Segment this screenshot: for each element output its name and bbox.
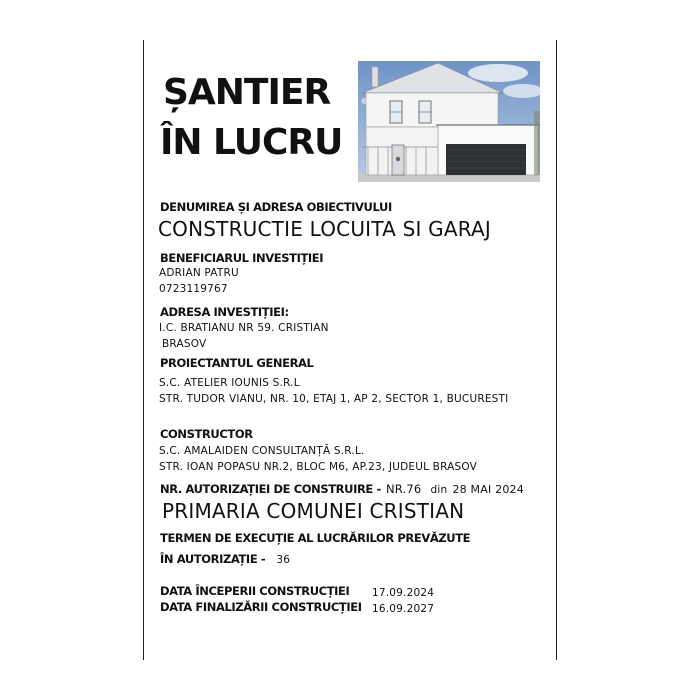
- start-date-label: DATA ÎNCEPERII CONSTRUCȚIEI: [160, 584, 350, 598]
- term-label-line-2: ÎN AUTORIZAȚIE -: [160, 552, 266, 566]
- objective-value: CONSTRUCTIE LOCUITA SI GARAJ: [158, 217, 491, 241]
- beneficiary-label: BENEFICIARUL INVESTIȚIEI: [160, 251, 324, 265]
- beneficiary-name: ADRIAN PATRU: [159, 267, 239, 279]
- objective-label: DENUMIREA ȘI ADRESA OBIECTIVULUI: [160, 200, 392, 214]
- constructor-name: S.C. AMALAIDEN CONSULTANȚĂ S.R.L.: [159, 445, 365, 457]
- designer-label: PROIECTANTUL GENERAL: [160, 356, 314, 370]
- left-border-line: [143, 40, 144, 660]
- beneficiary-phone: 0723119767: [159, 283, 228, 295]
- cloud: [468, 64, 528, 82]
- permit-date: 28 MAI 2024: [452, 483, 524, 496]
- address-line-1: I.C. BRATIANU NR 59. CRISTIAN: [159, 322, 329, 334]
- title-line-2: ÎN LUCRU: [160, 122, 343, 163]
- chimney: [372, 67, 378, 87]
- designer-address: STR. TUDOR VIANU, NR. 10, ETAJ 1, AP 2, SECTOR 1, BUCURESTI: [159, 393, 509, 405]
- constructor-address: STR. IOAN POPASU NR.2, BLOC M6, AP.23, JUDEUL BRASOV: [159, 461, 478, 473]
- right-border-line: [556, 40, 557, 660]
- garage-door: [446, 144, 526, 175]
- start-date-value: 17.09.2024: [372, 587, 435, 599]
- title-line-1: ȘANTIER: [163, 72, 331, 113]
- permit-line: [160, 478, 524, 497]
- house-illustration: [358, 61, 540, 182]
- upper-wall: [366, 93, 498, 127]
- term-line-2: [160, 548, 290, 567]
- permit-date-prefix: din: [430, 484, 448, 496]
- designer-name: S.C. ATELIER IOUNIS S.R.L: [159, 377, 300, 389]
- term-label-line-1: TERMEN DE EXECUȚIE AL LUCRĂRILOR PREVĂZUTE: [160, 531, 471, 545]
- tree: [534, 111, 540, 175]
- address-line-2: BRASOV: [162, 338, 207, 350]
- address-label: ADRESA INVESTIȚIEI:: [160, 305, 289, 319]
- permit-number: NR.76: [385, 482, 422, 496]
- end-date-label: DATA FINALIZĂRII CONSTRUCȚIEI: [160, 600, 362, 614]
- end-date-value: 16.09.2027: [372, 603, 435, 615]
- permit-label: NR. AUTORIZAȚIEI DE CONSTRUIRE -: [160, 482, 381, 496]
- term-value: 36: [276, 554, 291, 566]
- issuer-name: PRIMARIA COMUNEI CRISTIAN: [162, 499, 465, 523]
- constructor-label: CONSTRUCTOR: [160, 427, 253, 441]
